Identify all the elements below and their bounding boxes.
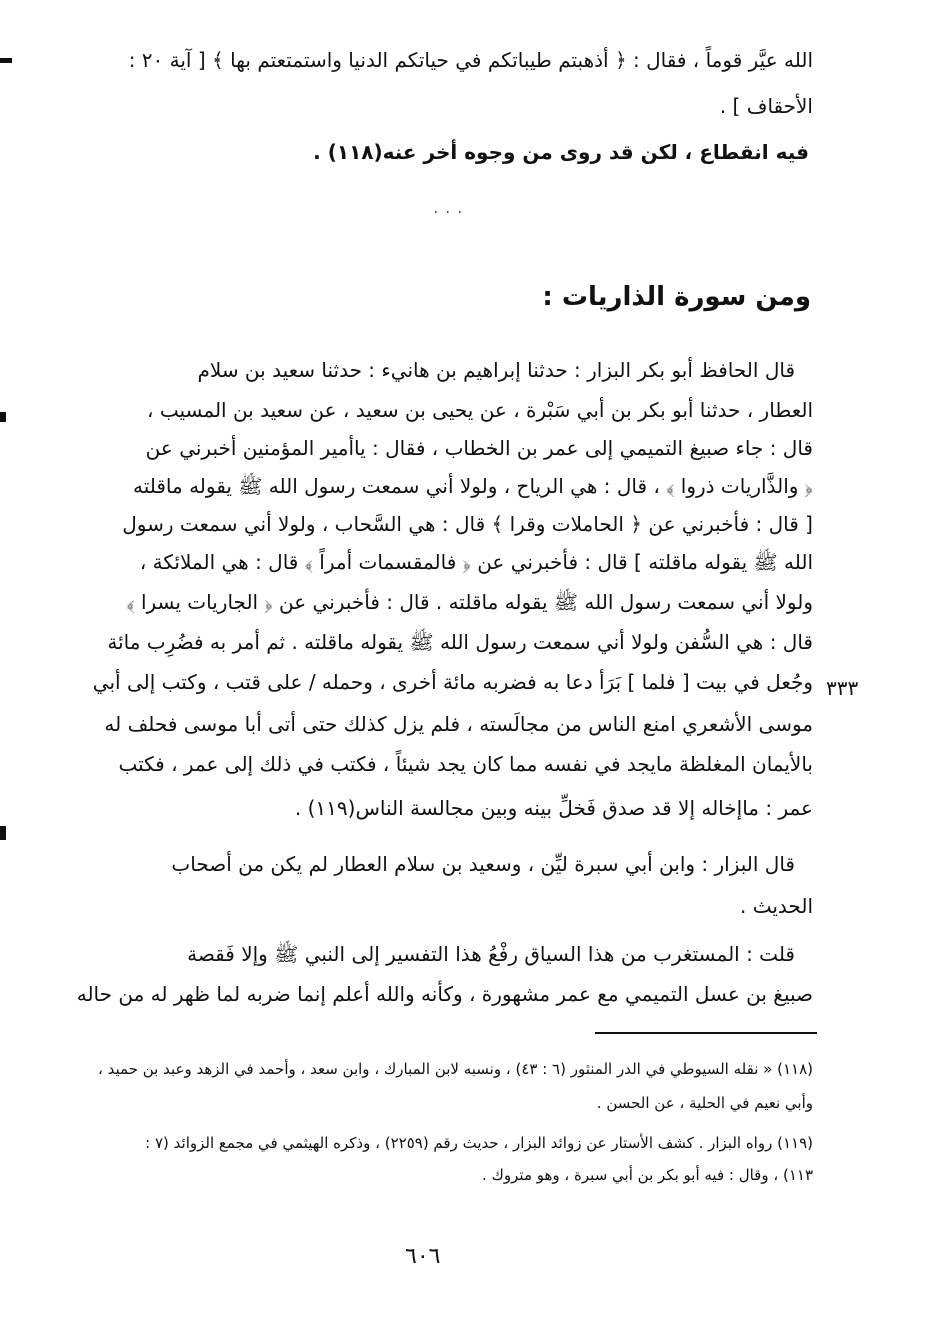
footnote-divider <box>595 1032 817 1034</box>
bazzar-line: الحديث . <box>740 894 813 918</box>
body-line: قال الحافظ أبو بكر البزار : حدثنا إبراهيم بن هانيء : حدثنا سعيد بن سلام <box>197 358 795 382</box>
body-line: قال : جاء صبيغ التميمي إلى عمر بن الخطاب ، فقال : ياأمير المؤمنين أخبرني عن <box>145 436 813 460</box>
body-line: ﴿ والذَّاريات ذروا ﴾ ، قال : هي الرياح ، ولولا أني سمعت رسول الله ﷺ يقوله ماقلته <box>132 474 813 498</box>
body-line: وجُعل في بيت [ فلما ] بَرَأ دعا به فضربه مائة أخرى ، وحمله / على قتب ، وكتب إلى أبي <box>92 670 813 694</box>
page-number: ٦٠٦ <box>405 1244 441 1269</box>
section-title: ومن سورة الذاريات : <box>542 282 811 312</box>
footnote-line: وأبي نعيم في الحلية ، عن الحسن . <box>596 1094 813 1112</box>
body-line: العطار ، حدثنا أبو بكر بن أبي سَبْرة ، عن يحيى بن سعيد ، عن سعيد بن المسيب ، <box>147 398 813 422</box>
qultu-line: صبيغ بن عسل التميمي مع عمر مشهورة ، وكأنه والله أعلم إنما ضربه لما ظهر له من حاله <box>76 982 813 1006</box>
footnote-line: (١١٩) رواه البزار . كشف الأستار عن زوائد البزار ، حديث رقم (٢٢٥٩) ، وذكره الهيثمي في مجمع الزوائد (٧ : <box>145 1134 813 1152</box>
left-edge-mark <box>0 58 12 63</box>
left-edge-mark <box>0 826 6 840</box>
body-line: ولولا أني سمعت رسول الله ﷺ يقوله ماقلته . قال : فأخبرني عن ﴿ الجاريات يسرا ﴾ <box>126 590 813 614</box>
body-line: موسى الأشعري امنع الناس من مجالَسته ، فلم يزل كذلك حتى أتى أبا موسى فحلف له <box>104 712 813 736</box>
top-line-2: الأحقاف ] . <box>719 94 813 118</box>
bazzar-line: قال البزار : وابن أبي سبرة ليِّن ، وسعيد بن سلام العطار لم يكن من أصحاب <box>171 852 795 876</box>
body-line: عمر : ماإخاله إلا قد صدق فَخلِّ بينه وبين مجالسة الناس(١١٩) . <box>294 796 813 820</box>
footnote-line: ١١٣) ، وقال : فيه أبو بكر بن أبي سبرة ، وهو متروك . <box>482 1166 813 1184</box>
margin-page-reference: ٣٣٣ <box>826 676 859 700</box>
body-line: قال : هي السُّفن ولولا أني سمعت رسول الله ﷺ يقوله ماقلته . ثم أمر به فضُرِب مائة <box>107 630 813 654</box>
body-line: بالأيمان المغلظة مايجد في نفسه مما كان يجد شيئاً ، فكتب في ذلك إلى عمر ، فكتب <box>118 752 813 776</box>
footnote-line: (١١٨) « نقله السيوطي في الدر المنثور (٦ : ٤٣) ، ونسبه لابن المبارك ، وابن سعد ، وأحمد في الزهد وعبد بن حميد ، <box>98 1060 813 1078</box>
qultu-line: قلت : المستغرب من هذا السياق رفْعُ هذا التفسير إلى النبي ﷺ وإلا فَقصة <box>187 942 795 966</box>
section-separator: ٠ ٠ ٠ <box>432 204 464 220</box>
body-line: [ قال : فأخبرني عن ﴿ الحاملات وقرا ﴾ قال : هي السَّحاب ، ولولا أني سمعت رسول <box>122 512 813 536</box>
left-edge-mark <box>0 412 6 422</box>
top-line-1: الله عيَّر قوماً ، فقال : ﴿ أذهبتم طيباتكم في حياتكم الدنيا واستمتعتم بها ﴾ [ آية ٢٠ : <box>128 48 813 72</box>
top-line-3: فيه انقطاع ، لكن قد روى من وجوه أخر عنه(١١٨) . <box>313 140 809 164</box>
body-line: الله ﷺ يقوله ماقلته ] قال : فأخبرني عن ﴿ فالمقسمات أمراً ﴾ قال : هي الملائكة ، <box>139 550 813 574</box>
